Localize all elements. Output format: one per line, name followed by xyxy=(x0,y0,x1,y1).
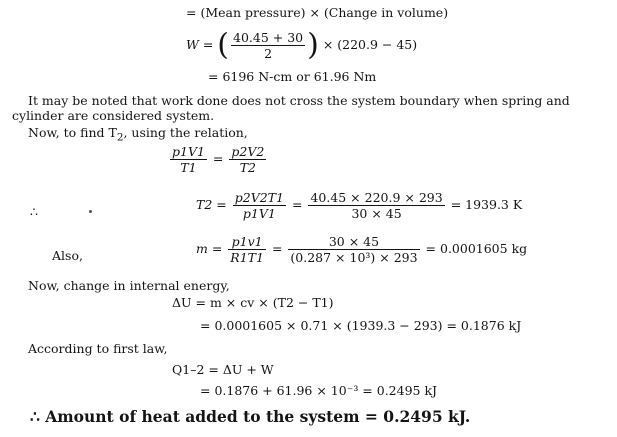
delta-u-result: = 0.0001605 × 0.71 × (1939.3 − 293) = 0.1876 kJ xyxy=(200,318,522,333)
mean-pressure-line: = (Mean pressure) × (Change in volume) xyxy=(186,5,449,20)
gas-relation: $\frac{p1V1}{T1}$ = $\frac{p2V2}{T2}$ xyxy=(172,144,265,175)
also-label: Also, xyxy=(52,248,83,263)
work-result: = 6196 N-cm or 61.96 Nm xyxy=(208,69,377,84)
work-lhs: W = xyxy=(186,37,214,52)
first-law-line: According to first law, xyxy=(28,341,168,356)
heat-equation: Q1–2 = ΔU + W xyxy=(172,362,274,377)
close-paren: ) xyxy=(307,27,319,63)
find-t2-line: Now, to find $T_2$, using the relation, xyxy=(28,125,248,144)
mass-equation: m = $\frac{p1v1}{R1T1}$ = $\frac{30 \times 45}{\text{(0.287 × 10³) × 293}}$ = 0.0001605 kg xyxy=(196,234,528,265)
open-paren: ( xyxy=(217,27,229,63)
change-internal-energy: Now, change in internal energy, xyxy=(28,278,230,293)
delta-u-equation: ΔU = m × cv × (T2 − T1) xyxy=(172,295,334,310)
ink-dot xyxy=(89,210,92,213)
note-line-2: cylinder are considered system. xyxy=(12,108,215,123)
work-fraction: $\frac{40.45 + 30}{2}$ xyxy=(233,30,304,61)
therefore-symbol: ∴ xyxy=(30,204,38,219)
t2-equation: T2 = $\frac{p2V2T1}{p1V1}$ = $\frac{40.45 \times 220.9 \times 293}{30 \times 45}$ = 1939.3 K xyxy=(196,190,523,221)
work-equation xyxy=(186,28,417,62)
work-rest: × (220.9 − 45) xyxy=(322,37,418,52)
heat-result: = 0.1876 + 61.96 × 10⁻³ = 0.2495 kJ xyxy=(200,383,438,398)
conclusion: ∴ Amount of heat added to the system = 0.2495 kJ. xyxy=(30,407,471,426)
note-line-1: It may be noted that work done does not cross the system boundary when spring and xyxy=(28,93,570,108)
